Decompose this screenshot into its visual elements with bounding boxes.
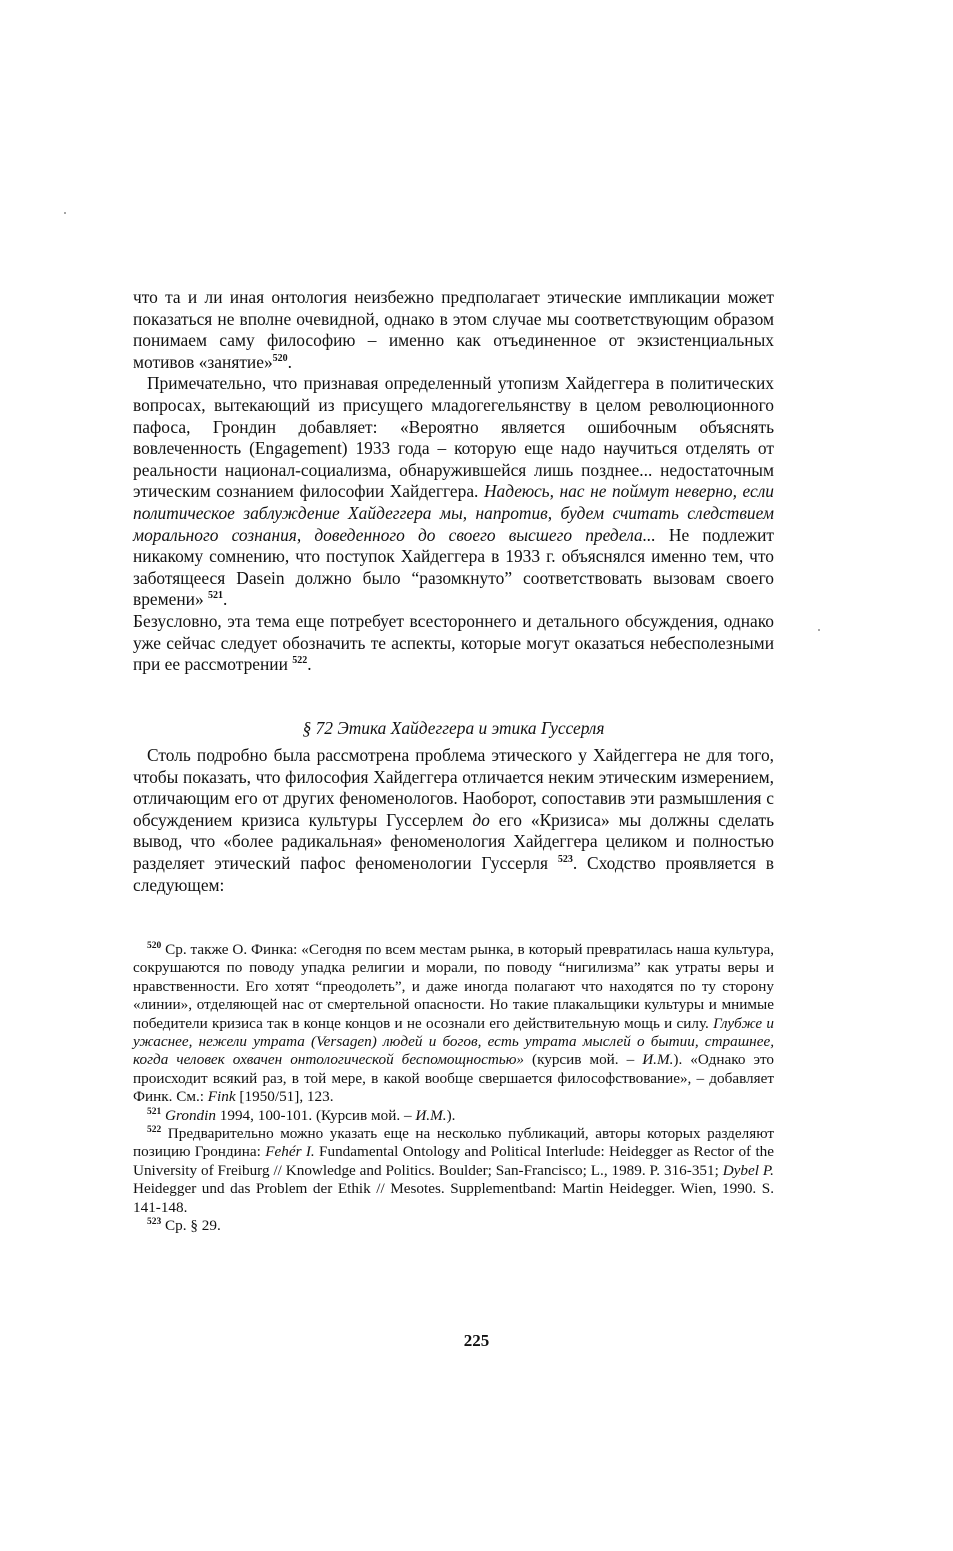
text-run: Fundamental Ontology and Political Interlude: Heidegger as Rector of the University of Freiburg // Knowledge and Politics. Boulder; San-Francisco; L., 1989. P. 316-351; <box>133 1143 774 1179</box>
text-run: что та и ли иная онтология неизбежно предполагает этические импликации может показаться не вполне очевидной, однако в этом случае мы соответствующим образом понимаем саму философию – именно как отъединенное от экзистенциальных мотивов «занятие» <box>133 287 774 372</box>
footnote-number: 523 <box>147 1217 162 1228</box>
text-run: Ср. § 29. <box>161 1217 221 1235</box>
footnote-number: 521 <box>147 1106 162 1117</box>
text-run: Примечательно, что признавая определенный утопизм Хайдеггера в политических вопросах, вытекающий из присущего младогегельянству в целом революционного пафоса, Грондин добавляет: «Вероятно является ошибочным объяснять вовлеченность (Engagement) 1933 года – которую еще надо научиться отделять от реальности национал-социализма, обнаружившейся лишь позднее... недостаточным этическим сознанием философии Хайдеггера. <box>133 373 774 502</box>
text-run: его «Кризиса» мы должны сделать вывод, что «более радикальная» феноменология Хайдеггера целиком и полностью разделяет этический пафос феноменологии Гуссерля <box>133 809 775 873</box>
text-run: (курсив мой. – <box>524 1051 643 1069</box>
italic-text: Глубже и ужаснее, нежели утрата (Versagen) людей и богов, есть утрата мыслей о бытии, страшнее, когда человек охвачен онтологической беспомощностью» <box>133 1014 774 1069</box>
footnote <box>133 1217 774 1235</box>
footnote-reference[interactable]: 522 <box>292 655 308 667</box>
main-text <box>133 287 774 676</box>
text-run: . <box>223 589 228 610</box>
footnote <box>133 1107 774 1125</box>
footnote-reference[interactable]: 523 <box>557 854 573 866</box>
text-run: Heidegger und das Problem der Ethik // Mesotes. Supplementband: Martin Heidegger. Wien, 1990. S. 141-148. <box>133 1180 774 1216</box>
text-run: Ср. также О. Финка: «Сегодня по всем местам рынка, в который превратилась наша культура, сокрушаются по поводу упадка религии и морали, по поводу “нигилизма” как утраты веры и нравственности. Его хотят “преодолеть”, и даже иногда полагают что находятся по ту сторону «линии», отделяющей нас от смертельной опасности. Но такие плакальщики культуры и мнимые победители кризиса так в конце концов и не осознали его действительную мощь и силу. <box>133 941 774 1032</box>
page-number: 225 <box>463 1331 490 1350</box>
footnote <box>133 1125 774 1217</box>
italic-text: Dybel P. <box>722 1161 774 1179</box>
text-run: Безусловно, эта тема еще потребует всестороннего и детального обсуждения, однако уже сейчас следует обозначить те аспекты, которые могут оказаться небесполезными при ее рассмотрении <box>133 610 774 675</box>
text-run: ). <box>446 1106 456 1124</box>
italic-text: Fink <box>207 1088 236 1106</box>
scan-speck <box>818 629 820 631</box>
footnote-reference[interactable]: 520 <box>272 352 288 364</box>
text-run: Не подлежит никакому сомнению, что поступок Хайдеггера в 1933 г. объяснялся именно тем, что заботящееся Dasein должно было “разомкнуто” соответствовать вызовам своего времени» <box>133 524 774 610</box>
italic-text: Надеюсь, нас не поймут неверно, если политическое заблуждение Хайдеггера мы, напротив, будем считать следствием морального сознания, доведенного до своего высшего предела... <box>133 481 774 545</box>
scan-speck <box>64 212 66 214</box>
section-heading: § 72 Этика Хайдеггера и этика Гуссерля <box>302 718 605 738</box>
footnote-number: 522 <box>147 1125 162 1135</box>
text-run: . Сходство проявляется в следующем: <box>133 852 774 895</box>
section-text <box>133 745 774 896</box>
text-run: [1950/51], 123. <box>235 1088 334 1106</box>
text-run: . <box>287 351 292 372</box>
text-run: . <box>307 654 312 675</box>
italic-text: Grondin <box>165 1106 216 1124</box>
footnote <box>133 941 774 1107</box>
footnote-reference[interactable]: 521 <box>208 590 224 602</box>
paragraph <box>133 745 774 896</box>
footnotes <box>133 941 774 1236</box>
text-run: 1994, 100-101. (Курсив мой. – <box>215 1106 416 1124</box>
paragraph <box>133 287 774 373</box>
paragraph <box>133 611 774 676</box>
italic-text: И.М. <box>415 1106 447 1124</box>
italic-text: Fehér I. <box>265 1143 315 1161</box>
italic-text: до <box>472 809 490 830</box>
italic-text: И.М. <box>642 1051 674 1069</box>
text-run: ). «Однако это происходит всякий раз, в той мере, в какой вообще свершается философствование», – добавляет Финк. См.: <box>133 1051 774 1106</box>
text-run: Столь подробно была рассмотрена проблема этического у Хайдеггера не для того, чтобы показать, что философия Хайдеггера отличается неким этическим измерением, отличающим его от других феноменологов. Наоборот, сопоставив эти размышления с обсуждением кризиса культуры Гуссерлем <box>133 745 774 830</box>
paragraph <box>133 373 774 611</box>
text-run: Предварительно можно указать еще на несколько публикаций, авторы которых разделяют позицию Грондина: <box>133 1125 774 1161</box>
footnote-number: 520 <box>147 940 162 951</box>
